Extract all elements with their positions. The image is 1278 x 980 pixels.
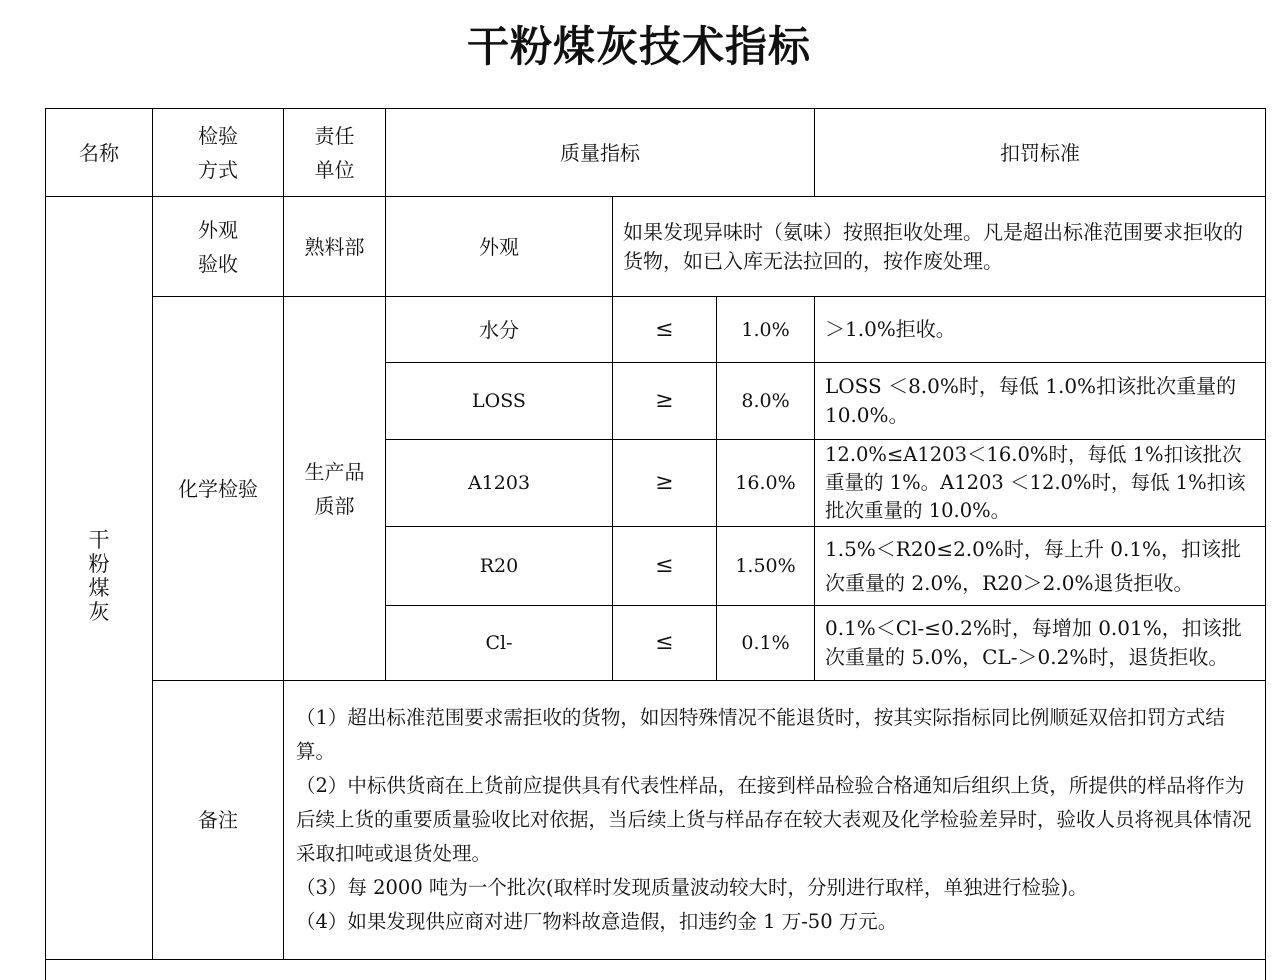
chem-penalty: LOSS ＜8.0%时，每低 1.0%扣该批次重量的 10.0%。 xyxy=(815,363,1266,440)
chem-op: ≥ xyxy=(613,440,717,527)
remarks-label: 备注 xyxy=(153,681,284,960)
header-row xyxy=(46,109,1266,197)
appearance-unit: 熟料部 xyxy=(284,197,386,297)
header-quality: 质量指标 xyxy=(386,109,815,197)
chem-row xyxy=(46,297,1266,363)
chem-value: 16.0% xyxy=(717,440,815,527)
header-method: 检验 方式 xyxy=(153,109,284,197)
chem-penalty: 1.5%＜R20≤2.0%时，每上升 0.1%，扣该批次重量的 2.0%，R20＞2.0%退货拒收。 xyxy=(815,527,1266,606)
remark-item: （1）超出标准范围要求需拒收的货物，如因特殊情况不能退货时，按其实际指标同比例顺延双倍扣罚方式结算。 xyxy=(296,706,1225,763)
appearance-row xyxy=(46,197,1266,297)
chem-value: 0.1% xyxy=(717,606,815,681)
product-name: 干粉煤灰 xyxy=(88,527,110,624)
appearance-penalty: 如果发现异味时（氨味）按照拒收处理。凡是超出标准范围要求拒收的货物，如已入库无法拉回的，按作废处理。 xyxy=(613,197,1266,297)
header-name: 名称 xyxy=(46,109,153,197)
remarks-content xyxy=(284,681,1266,960)
chem-value: 1.0% xyxy=(717,297,815,363)
chem-item: 水分 xyxy=(386,297,613,363)
chem-value: 8.0% xyxy=(717,363,815,440)
chemical-method: 化学检验 xyxy=(153,297,284,681)
chem-op: ≤ xyxy=(613,527,717,606)
chemical-unit: 生产品 质部 xyxy=(284,297,386,681)
chem-op: ≤ xyxy=(613,297,717,363)
remark-item: （4）如果发现供应商对进厂物料故意造假，扣违约金 1 万-50 万元。 xyxy=(296,910,898,933)
footer-cell xyxy=(46,960,1266,980)
chem-op: ≤ xyxy=(613,606,717,681)
product-name-cell xyxy=(46,197,153,960)
remarks-row xyxy=(46,681,1266,960)
chem-penalty: 12.0%≤A1203＜16.0%时，每低 1%扣该批次重量的 1%。A1203 ＜12.0%时，每低 1%扣该批次重量的 10.0%。 xyxy=(815,440,1266,527)
chem-item: R20 xyxy=(386,527,613,606)
chem-item: LOSS xyxy=(386,363,613,440)
chem-item: Cl- xyxy=(386,606,613,681)
header-unit: 责任 单位 xyxy=(284,109,386,197)
chem-value: 1.50% xyxy=(717,527,815,606)
appearance-item: 外观 xyxy=(386,197,613,297)
chem-penalty: ＞1.0%拒收。 xyxy=(815,297,1266,363)
page-title: 干粉煤灰技术指标 xyxy=(466,22,811,71)
chem-penalty: 0.1%＜Cl-≤0.2%时，每增加 0.01%，扣该批次重量的 5.0%，CL-＞0.2%时，退货拒收。 xyxy=(815,606,1266,681)
chem-op: ≥ xyxy=(613,363,717,440)
appearance-method: 外观 验收 xyxy=(153,197,284,297)
remark-item: （3）每 2000 吨为一个批次(取样时发现质量波动较大时，分别进行取样，单独进行检验)。 xyxy=(296,876,1088,899)
spec-table xyxy=(45,108,1266,980)
footer-row xyxy=(46,960,1266,980)
remark-item: （2）中标供货商在上货前应提供具有代表性样品，在接到样品检验合格通知后组织上货，所提供的样品将作为后续上货的重要质量验收比对依据，当后续上货与样品存在较大表观及化学检验差异时，验收人员将视具体情况采取扣吨或退货处理。 xyxy=(296,774,1252,865)
chem-item: A1203 xyxy=(386,440,613,527)
header-penalty: 扣罚标准 xyxy=(815,109,1266,197)
